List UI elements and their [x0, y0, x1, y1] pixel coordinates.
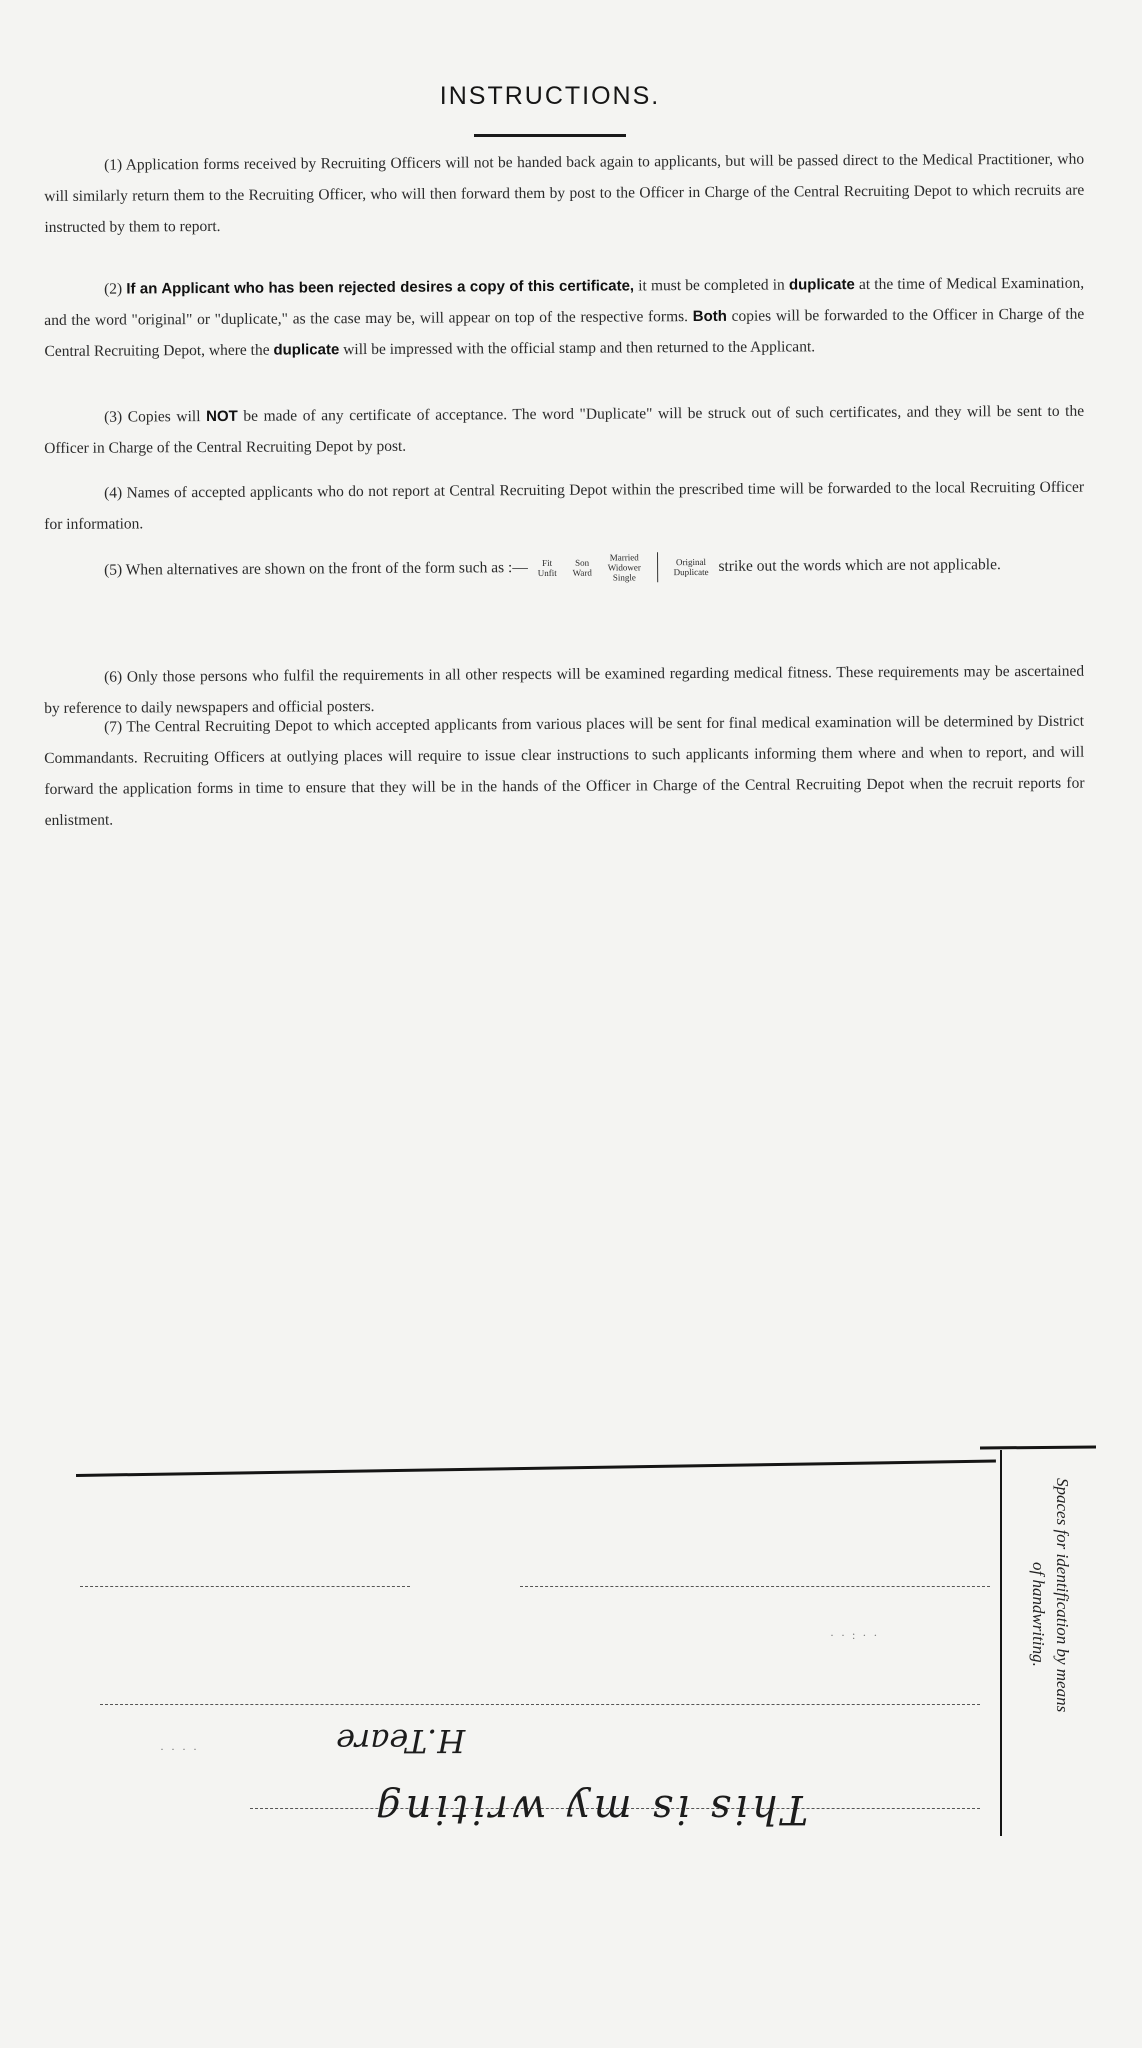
- side-note-handwriting: Spaces for identification by means of handwriting.: [1029, 1478, 1072, 1713]
- instruction-2: (2) If an Applicant who has been rejected desires a copy of this certificate, it must be completed in duplicate at the time of Medical Examination, and the word "original" or "duplicate," as the case may be, will appear on top of the respective forms. Both copies will be forwarded to the Officer in Charge of the Central Recruiting Depot, where the duplicate will be impressed with the official stamp and then returned to the Applicant.: [44, 274, 1085, 360]
- section-rule-top-right: [980, 1445, 1096, 1449]
- alt-divider: [657, 553, 658, 583]
- alt-fit-unfit: Fit Unfit: [537, 558, 557, 579]
- writing-line-1b: [520, 1586, 990, 1587]
- instruction-7: (7) The Central Recruiting Depot to which accepted applicants from various places will be sent for final medical examination will be determined by District Commandants. Recruiting Officers at outlying places will require to issue clear instructions to such applicants informing them where and when to report, and will forward the application forms in time to ensure that they will be in the hands of the Officer in Charge of the Central Recruiting Depot when the recruit reports for enlistment.: [44, 712, 1085, 829]
- section-divider-line: [1000, 1450, 1002, 1836]
- title-underline: [474, 134, 626, 137]
- instruction-5: (5) When alternatives are shown on the front of the form such as :— Fit Unfit Son Ward Married Widower Single Original Duplicate strike out the words which are not applicable.: [104, 552, 1001, 583]
- instruction-3: (3) Copies will NOT be made of any certificate of acceptance. The word "Duplicate" will be struck out of such certificates, and they will be sent to the Officer in Charge of the Central Recruiting Depot by post.: [44, 402, 1085, 457]
- writing-line-2: [100, 1704, 980, 1705]
- handwritten-signature: H.Teare: [336, 1722, 466, 1760]
- instruction-6: (6) Only those persons who fulfil the requirements in all other respects will be examined regarding medical fitness. These requirements may be ascertained by reference to daily newspapers and official posters.: [44, 662, 1085, 717]
- ink-smudge: · · · ·: [160, 1742, 199, 1756]
- instruction-4: (4) Names of accepted applicants who do not report at Central Recruiting Depot within the prescribed time will be forwarded to the local Recruiting Officer for information.: [44, 478, 1085, 533]
- alt-son-ward: Son Ward: [572, 558, 592, 579]
- section-rule-top-left: [76, 1460, 996, 1477]
- document-title: INSTRUCTIONS.: [439, 82, 661, 110]
- ink-smudge: · · : · ·: [830, 1628, 880, 1642]
- alt-marital-status: Married Widower Single: [607, 552, 641, 583]
- alt-original-duplicate: Original Duplicate: [673, 557, 709, 578]
- handwritten-sample: This is my writing: [372, 1786, 809, 1832]
- writing-line-1: [80, 1586, 410, 1587]
- instruction-1: (1) Application forms received by Recruiting Officers will not be handed back again to applicants, but will be passed direct to the Medical Practitioner, who will similarly return them to the Recruiting Officer, who will then forward them by post to the Officer in Charge of the Central Recruiting Depot to which recruits are instructed by them to report.: [44, 150, 1085, 236]
